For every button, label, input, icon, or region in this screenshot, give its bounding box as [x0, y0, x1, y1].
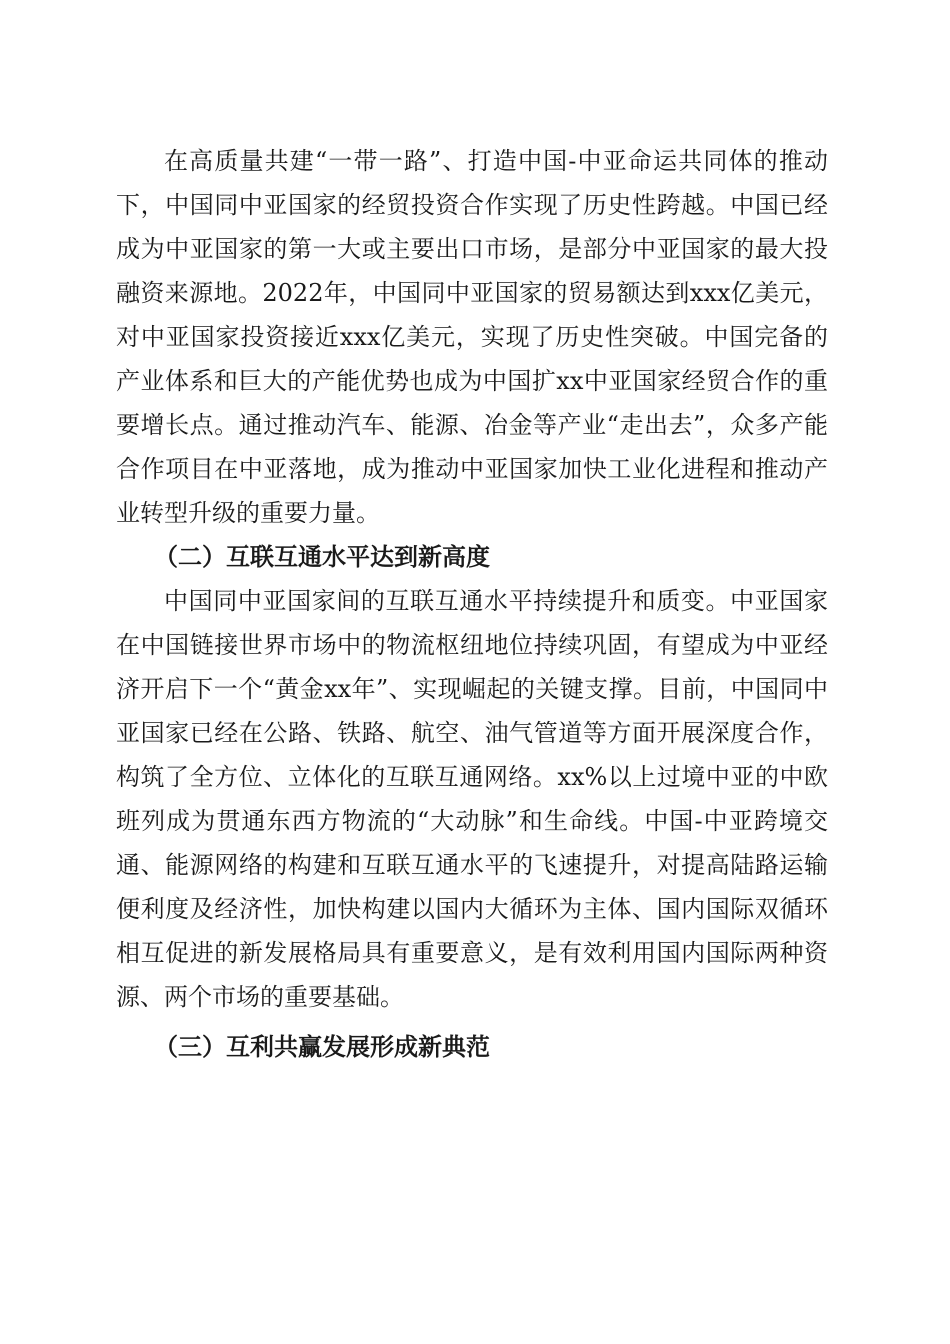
- section-heading-connectivity: （二）互联互通水平达到新高度: [154, 542, 490, 571]
- paragraph-connectivity: 中国同中亚国家间的互联互通水平持续提升和质变。中亚国家在中国链接世界市场中的物流枢纽地位持续巩固，有望成为中亚经济开启下一个“黄金xx年”、实现崛起的关键支撑。目前，中国同中亚国家已经在公路、铁路、航空、油气管道等方面开展深度合作，构筑了全方位、立体化的互联互通网络。xx%以上过境中亚的中欧班列成为贯通东西方物流的“大动脉”和生命线。中国-中亚跨境交通、能源网络的构建和互联互通水平的飞速提升，对提高陆路运输便利度及经济性，加快构建以国内大循环为主体、国内国际双循环相互促进的新发展格局具有重要意义，是有效利用国内国际两种资源、两个市场的重要基础。: [116, 587, 828, 1011]
- section-heading-mutual-benefit: （三）互利共赢发展形成新典范: [154, 1032, 490, 1061]
- document-body: [116, 139, 828, 1069]
- paragraph-trade-investment: 在高质量共建“一带一路”、打造中国-中亚命运共同体的推动下，中国同中亚国家的经贸投资合作实现了历史性跨越。中国已经成为中亚国家的第一大或主要出口市场，是部分中亚国家的最大投融资来源地。2022年，中国同中亚国家的贸易额达到xxx亿美元，对中亚国家投资接近xxx亿美元，实现了历史性突破。中国完备的产业体系和巨大的产能优势也成为中国扩xx中亚国家经贸合作的重要增长点。通过推动汽车、能源、冶金等产业“走出去”，众多产能合作项目在中亚落地，成为推动中亚国家加快工业化进程和推动产业转型升级的重要力量。: [116, 147, 828, 527]
